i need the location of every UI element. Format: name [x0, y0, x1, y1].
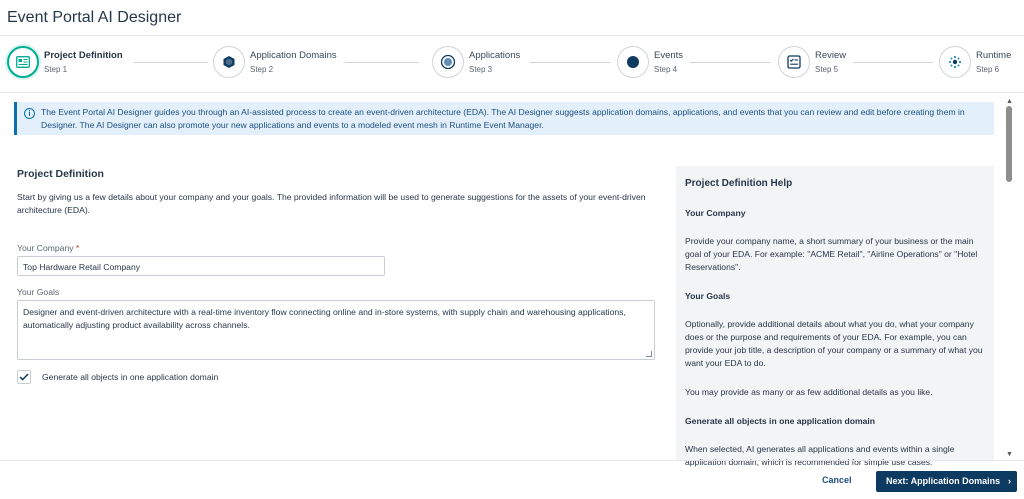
- step-label: Project Definition: [44, 50, 123, 61]
- review-icon: [778, 46, 810, 78]
- company-input[interactable]: Top Hardware Retail Company: [17, 256, 385, 276]
- step-number: Step 5: [815, 65, 839, 74]
- runtime-icon: [939, 46, 971, 78]
- step-label: Applications: [469, 50, 521, 61]
- application-icon: [432, 46, 464, 78]
- help-generate-text: When selected, AI generates all applications and events within a single application domain, which is recommended for simple use cases.: [685, 444, 955, 467]
- help-company-heading: Your Company: [685, 208, 746, 218]
- window-title: Event Portal AI Designer: [7, 9, 182, 26]
- required-marker: *: [75, 243, 80, 253]
- form-description: Start by giving us a few details about your company and your goals. The provided information will be used to generate suggestions for the assets of your event-driven architecture (EDA).: [17, 192, 646, 215]
- scrollbar-thumb[interactable]: [1006, 106, 1012, 182]
- step-connector: [690, 62, 770, 63]
- step-label: Runtime: [976, 50, 1012, 61]
- resize-handle-icon[interactable]: [646, 351, 652, 357]
- step-number: Step 4: [654, 65, 678, 74]
- company-label-text: Your Company: [17, 243, 74, 253]
- company-field-label: [17, 243, 79, 253]
- info-banner-text: The Event Portal AI Designer guides you through an AI-assisted process to create an event-driven architecture (EDA). The AI Designer suggests application domains, applications, and events that you can review and edit before creating them in Designer. The AI Designer can also promote your new applications and events to a modeled event mesh in Runtime Event Manager.: [41, 107, 965, 130]
- scrollbar[interactable]: [1004, 96, 1016, 460]
- goals-textarea[interactable]: [17, 300, 655, 360]
- info-icon: i: [24, 108, 35, 119]
- scroll-up-icon[interactable]: ▲: [1006, 98, 1013, 105]
- help-goals-heading: Your Goals: [685, 291, 731, 301]
- help-goals-text2: You may provide as many or as few additional details as you like.: [685, 387, 933, 397]
- title-bar: [0, 0, 1024, 36]
- footer: [0, 460, 1024, 499]
- goals-field-label: Your Goals: [17, 287, 60, 297]
- next-button-label: Next: Application Domains: [886, 476, 1001, 486]
- step-number: Step 6: [976, 65, 1000, 74]
- step-number: Step 2: [250, 65, 274, 74]
- goals-text: Designer and event-driven architecture with a real-time inventory flow connecting online and in-store systems, with supply chain and warehousing applications, automatically adjusting product availability across channels.: [23, 307, 626, 330]
- help-generate-heading: Generate all objects in one application domain: [685, 416, 876, 426]
- hexagon-icon: [213, 46, 245, 78]
- step-connector: [134, 62, 208, 63]
- checkmark-icon: [19, 373, 29, 381]
- step-label: Events: [654, 50, 684, 61]
- step-number: Step 3: [469, 65, 493, 74]
- help-goals-text: Optionally, provide additional details about what you do, what your company does or the purpose and requirements of your EDA. For example, you can provide your job title, a description of your company or a summary of what you want your EDA to do.: [685, 319, 983, 368]
- help-company-text: Provide your company name, a short summary of your business or the main goal of your EDA. For example: "ACME Retail", "Airline Operations" or "Hotel Reservations".: [685, 236, 978, 272]
- help-title: Project Definition Help: [685, 178, 793, 189]
- step-label: Review: [815, 50, 847, 61]
- cancel-button[interactable]: Cancel: [822, 475, 852, 485]
- stepper: [0, 37, 1024, 93]
- form-title: Project Definition: [17, 168, 104, 180]
- step-connector: [530, 62, 610, 63]
- project-definition-icon: [7, 46, 39, 78]
- generate-one-domain-checkbox[interactable]: [17, 370, 31, 384]
- chevron-right-icon: ›: [1008, 476, 1011, 486]
- next-button[interactable]: [876, 471, 1017, 492]
- step-label: Application Domains: [250, 50, 337, 61]
- checkbox-label: Generate all objects in one application domain: [42, 372, 219, 382]
- info-banner: [14, 102, 994, 135]
- step-connector: [345, 62, 419, 63]
- event-icon: [617, 46, 649, 78]
- step-number: Step 1: [44, 65, 68, 74]
- step-connector: [853, 62, 933, 63]
- help-panel: [676, 166, 994, 467]
- scroll-down-icon[interactable]: ▼: [1006, 451, 1013, 458]
